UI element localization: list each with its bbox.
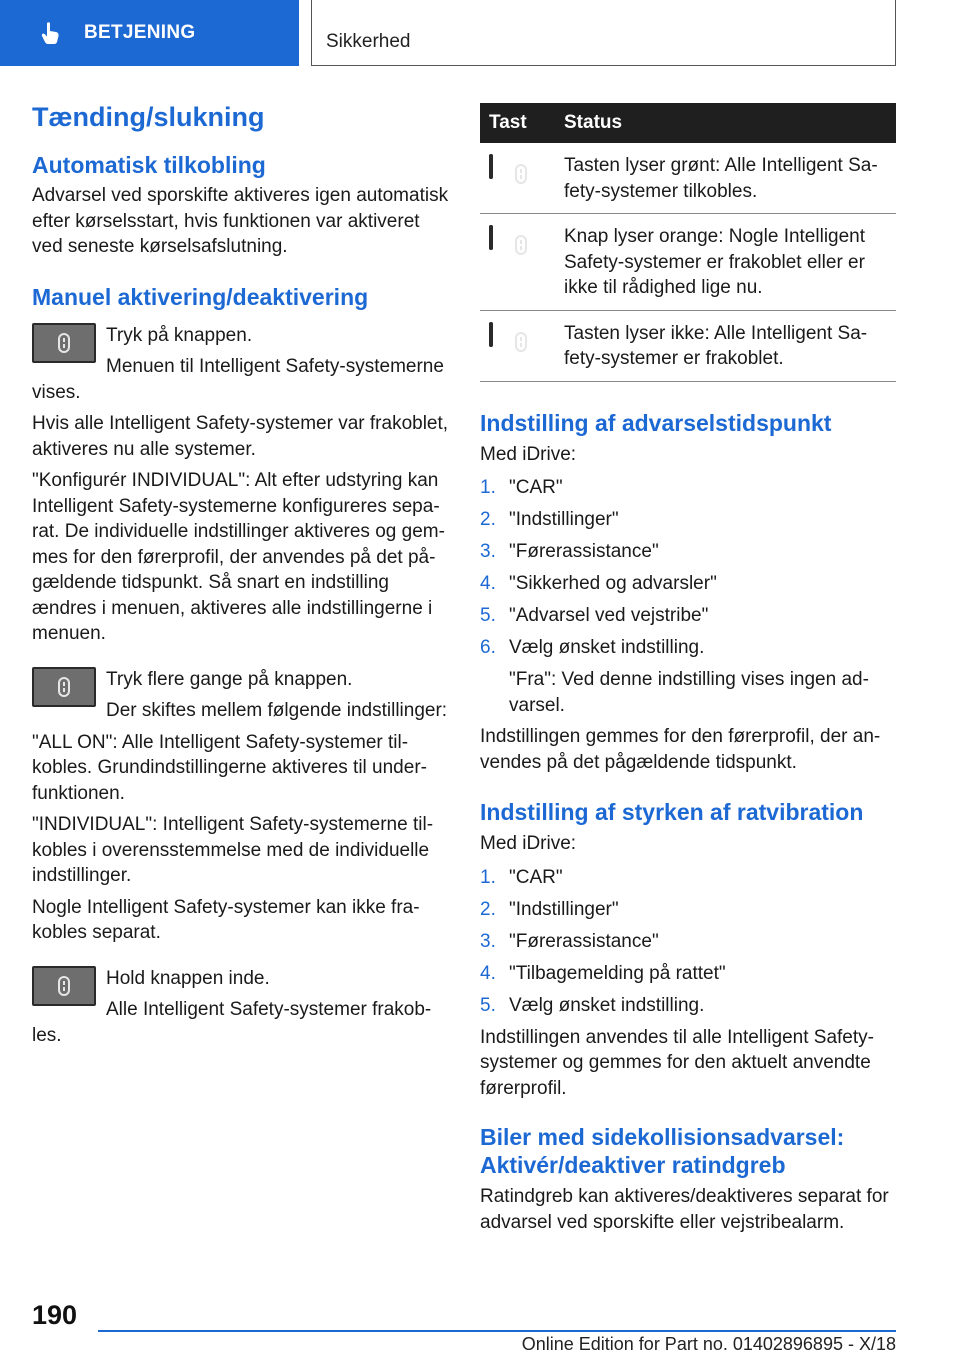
hold-button-block: [32, 966, 450, 1049]
menu-shown-text: Menuen til Intelligent Safety-systemerne vises.: [32, 356, 444, 403]
intelligent-safety-button-icon: [489, 154, 493, 179]
list-item: 5. "Advarsel ved vejstribe": [480, 605, 709, 626]
press-once-text: Tryk på knappen.: [106, 324, 253, 346]
page-number: 190: [32, 1300, 78, 1330]
all-off-text: Hvis alle Intelligent Safety-systemer var frakoblet, aktiveres nu alle systemer.: [32, 413, 449, 460]
table-cell-icon: [480, 143, 564, 214]
chapter-label: BETJENING: [84, 22, 196, 43]
table-row: [480, 214, 896, 311]
table-row: [480, 143, 896, 214]
list-item: 1. "CAR": [480, 477, 563, 498]
hold-button-text: Hold knappen inde.: [106, 967, 270, 989]
table-cell-status: Knap lyser orange: Nogle Intelligent Safety-systemer er frakoblet eller er ikke til rådighed lige nu.: [564, 214, 896, 311]
individual-text: "INDIVIDUAL": Intelligent Safety-systemerne tilkobles i overensstemmelse med de individuelle indstillinger.: [32, 814, 434, 886]
intelligent-safety-button-icon: [489, 322, 493, 347]
all-on-text: "ALL ON": Alle Intelligent Safety-systemer tilkobles. Grundindstillingerne aktiveres til underfunktionen.: [32, 731, 427, 804]
table-header-row: [480, 103, 896, 143]
all-off-result-text: Alle Intelligent Safety-systemer frakobles.: [32, 999, 432, 1046]
list-item: 1. "CAR": [480, 866, 563, 888]
list-item: 4. "Tilbagemelding på rattet": [480, 962, 726, 984]
side-collision-heading: Biler med sidekollisionsadvarsel: Aktivér/deaktiver ratindgreb: [480, 1124, 845, 1178]
some-systems-text: Nogle Intelligent Safety-systemer kan ikke frakobles separat.: [32, 896, 420, 943]
table-header-status: Status: [564, 103, 896, 143]
table-cell-icon: [480, 214, 564, 311]
press-multiple-block: [32, 667, 450, 724]
list-item: 3. "Førerassistance": [480, 541, 659, 562]
intelligent-safety-button-icon: [32, 667, 96, 707]
table-cell-icon: [480, 310, 564, 381]
list-item: 2. "Indstillinger": [480, 509, 619, 530]
left-column: [32, 100, 450, 1048]
list-item: 2. "Indstillinger": [480, 898, 619, 920]
switch-text: Der skiftes mellem følgende indstillinger:: [106, 700, 448, 721]
press-once-block: [32, 323, 450, 406]
list-item: 3. "Førerassistance": [480, 930, 659, 952]
warning-time-outro: Indstillingen gemmes for den førerprofil, der anvendes på det pågældende tidspunkt.: [480, 726, 881, 773]
warning-time-steps: [480, 475, 896, 661]
footer-divider: [98, 1330, 896, 1332]
vibration-outro: Indstillingen anvendes til alle Intelligent Safety-systemer og gemmes for den aktuelt anvendte førerprofil.: [480, 1026, 874, 1099]
intelligent-safety-button-icon: [32, 323, 96, 363]
page-title: Tænding/slukning: [32, 102, 265, 132]
warning-time-intro: Med iDrive:: [480, 443, 577, 465]
button-status-table: [480, 103, 896, 382]
auto-heading: Automatisk tilkobling: [32, 152, 266, 178]
list-item: 6. Vælg ønsket indstilling.: [480, 637, 705, 658]
right-column: [480, 103, 896, 1235]
auto-text: Advarsel ved sporskifte aktiveres igen automatisk efter kørselsstart, hvis funktionen var aktiveret ved seneste kørselsafslutning.: [32, 185, 449, 257]
intelligent-safety-button-icon: [489, 225, 493, 250]
press-multiple-text: Tryk flere gange på knappen.: [106, 668, 353, 690]
vibration-intro: Med iDrive:: [480, 833, 577, 854]
configure-text: "Konfigurér INDIVIDUAL": Alt efter udstyring kan Intelligent Safety-systemerne konfigureres separat. De individuelle indstillinger aktiveres og gemmes for den førerprofil, der anvendes på det pågældende tidspunkt. Så snart en indstilling ændres i menuen, aktiveres alle indstillingerne i menuen.: [32, 470, 445, 644]
warning-time-heading: Indstilling af advarselstidspunkt: [480, 409, 832, 436]
table-cell-status: Tasten lyser ikke: Alle Intelligent Safety-systemer er frakoblet.: [564, 310, 896, 381]
side-collision-text: Ratindgreb kan aktiveres/deaktiveres separat for advarsel ved sporskifte eller vejstribealarm.: [480, 1186, 889, 1233]
chapter-tab: [0, 0, 299, 66]
table-header-key: Tast: [480, 103, 564, 143]
intelligent-safety-button-icon: [32, 966, 96, 1006]
page-header: [0, 0, 960, 66]
section-label: Sikkerhed: [311, 0, 896, 66]
hand-pointer-icon: [40, 21, 62, 45]
footer-edition: Online Edition for Part no. 01402896895 - X/18: [521, 1334, 896, 1354]
vibration-steps: [480, 865, 896, 1019]
table-row: [480, 310, 896, 381]
manual-heading: Manuel aktivering/deaktivering: [32, 283, 369, 310]
list-item: 4. "Sikkerhed og advarsler": [480, 573, 717, 594]
list-item: 5. Vælg ønsket indstilling.: [480, 994, 705, 1016]
table-cell-status: Tasten lyser grønt: Alle Intelligent Safety-systemer tilkobles.: [564, 143, 896, 214]
warning-time-note: "Fra": Ved denne indstilling vises ingen advarsel.: [509, 669, 869, 716]
vibration-heading: Indstilling af styrken af ratvibration: [480, 799, 864, 825]
